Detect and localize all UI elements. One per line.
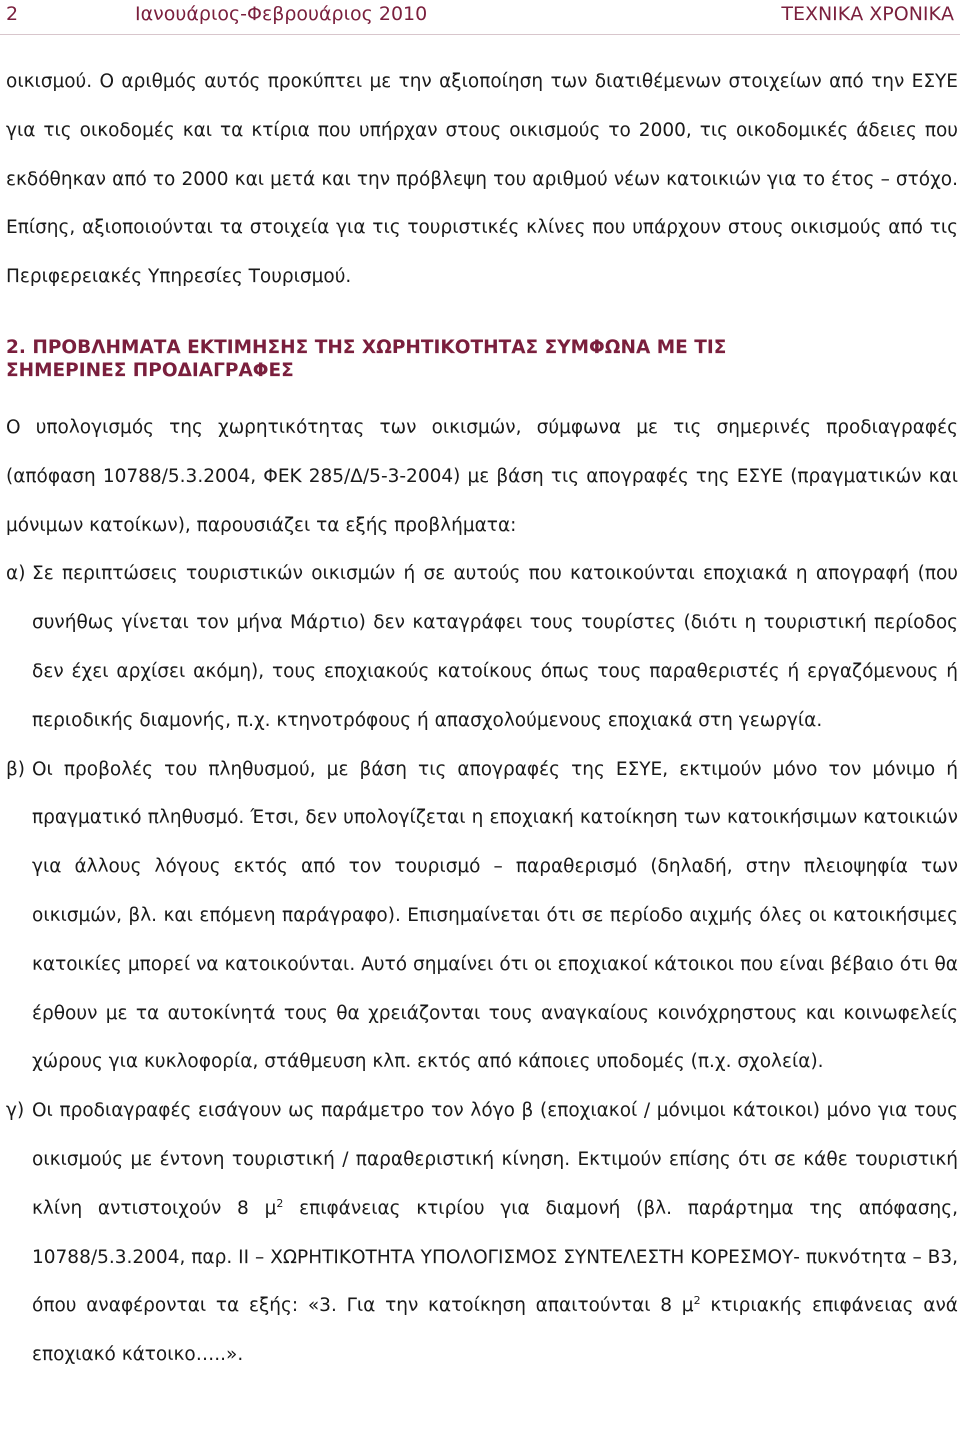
superscript: 2 [276, 1196, 284, 1210]
list-item-text: Σε περιπτώσεις τουριστικών οικισμών ή σε αυτούς που κατοικούνται εποχιακά η απογραφή (που συνήθως γίνεται τον μήνα Μάρτιο) δεν καταγράφει τους τουρίστες (διότι η τουριστική περίοδος δεν έχει αρχίσει ακόμη), τους εποχιακούς κατοίκους όπως τους παραθεριστές ή εργαζόμενους ή περιοδικής διαμονής, π.χ. κτηνοτρόφους ή απασχολούμενους εποχιακά στη γεωργία. [32, 563, 958, 731]
list-item-a [6, 550, 958, 745]
superscript: 2 [693, 1294, 701, 1308]
quote-text: «3. Για την κατοίκηση απαιτούνται 8 μ [307, 1295, 694, 1317]
quote-text: κτιριακής επιφάνειας ανά εποχιακό κάτοικο…..». [32, 1295, 958, 1366]
list-marker: α) [6, 563, 26, 585]
page-number: 2 [6, 3, 19, 25]
issue-date: Ιανουάριος-Φεβρουάριος 2010 [135, 3, 428, 25]
section-heading [6, 336, 958, 382]
intro-paragraph: οικισμού. Ο αριθμός αυτός προκύπτει με την αξιοποίηση των διατιθέμενων στοιχείων από την ΕΣΥΕ για τις οικοδομές και τα κτίρια που υπήρχαν στους οικισμούς το 2000, τις οικοδομικές άδειες που εκδόθηκαν από το 2000 και μετά και την πρόβλεψη του αριθμού νέων κατοικιών για το έτος – στόχο. Επίσης, αξιοποιούνται τα στοιχεία για τις τουριστικές κλίνες που υπάρχουν στους οικισμούς από τις Περιφερειακές Υπηρεσίες Τουρισμού. [6, 71, 958, 288]
list-item-text: επιφάνειας κτιρίου για διαμονή (βλ. παράρτημα της απόφασης, 10788/5.3.2004, παρ. ΙΙ – ΧΩΡΗΤΙΚΟΤΗΤΑ ΥΠΟΛΟΓΙΣΜΟΣ ΣΥΝΤΕΛΕΣΤΗ ΚΟΡΕΣΜΟΥ- πυκνότητα – Β3, όπου αναφέρονται τα εξής: [32, 1197, 959, 1317]
journal-name: ΤΕΧΝΙΚΑ ΧΡΟΝΙΚΑ [781, 3, 954, 25]
section-title-line1: ΠΡΟΒΛΗΜΑΤΑ ΕΚΤΙΜΗΣΗΣ ΤΗΣ ΧΩΡΗΤΙΚΟΤΗΤΑΣ ΣΥΜΦΩΝΑ ΜΕ ΤΙΣ [32, 336, 727, 358]
list-item-text: Οι προδιαγραφές εισάγουν ως παράμετρο τον λόγο β (εποχιακοί / μόνιμοι κάτοικοι) μόνο για τους οικισμούς με έντονη τουριστική / παραθεριστική κίνηση. Εκτιμούν επίσης ότι σε κάθε τουριστική κλίνη αντιστοιχούν 8 μ [32, 1100, 958, 1219]
list-marker: β) [6, 758, 26, 780]
list-item-text: Οι προβολές του πληθυσμού, με βάση τις απογραφές της ΕΣΥΕ, εκτιμούν μόνο τον μόνιμο ή πραγματικό πληθυσμό. Έτσι, δεν υπολογίζεται η εποχιακή κατοίκηση των κατοικήσιμων κατοικιών για άλλους λόγους εκτός από τον τουρισμό – παραθερισμό (δηλαδή, στην πλειοψηφία των οικισμών, βλ. και επόμενη παράγραφο). Επισημαίνεται ότι σε περίοδο αιχμής όλες οι κατοικήσιμες κατοικίες μπορεί να κατοικούνται. Αυτό σημαίνει ότι οι εποχιακοί κάτοικοι που είναι βέβαιο ότι θα έρθουν με τα αυτοκίνητά τους θα χρειάζονται τους αναγκαίους κοινόχρηστους και κοινωφελείς χώρους για κυκλοφορία, στάθμευση κλπ. εκτός από κάποιες υποδομές (π.χ. σχολεία). [32, 758, 958, 1073]
page-header [0, 0, 960, 35]
section-paragraph: Ο υπολογισμός της χωρητικότητας των οικισμών, σύμφωνα με τις σημερινές προδιαγραφές (απόφαση 10788/5.3.2004, ΦΕΚ 285/Δ/5-3-2004) με βάση τις απογραφές της ΕΣΥΕ (πραγματικών και μόνιμων κατοίκων), παρουσιάζει τα εξής προβλήματα: [6, 416, 958, 536]
section-title-line2: ΣΗΜΕΡΙΝΕΣ ΠΡΟΔΙΑΓΡΑΦΕΣ [6, 359, 294, 381]
article-body [6, 58, 958, 1380]
list-marker: γ) [6, 1100, 25, 1122]
list-item-c [6, 1087, 958, 1380]
section-number: 2. [6, 336, 26, 358]
list-item-b [6, 746, 958, 1088]
